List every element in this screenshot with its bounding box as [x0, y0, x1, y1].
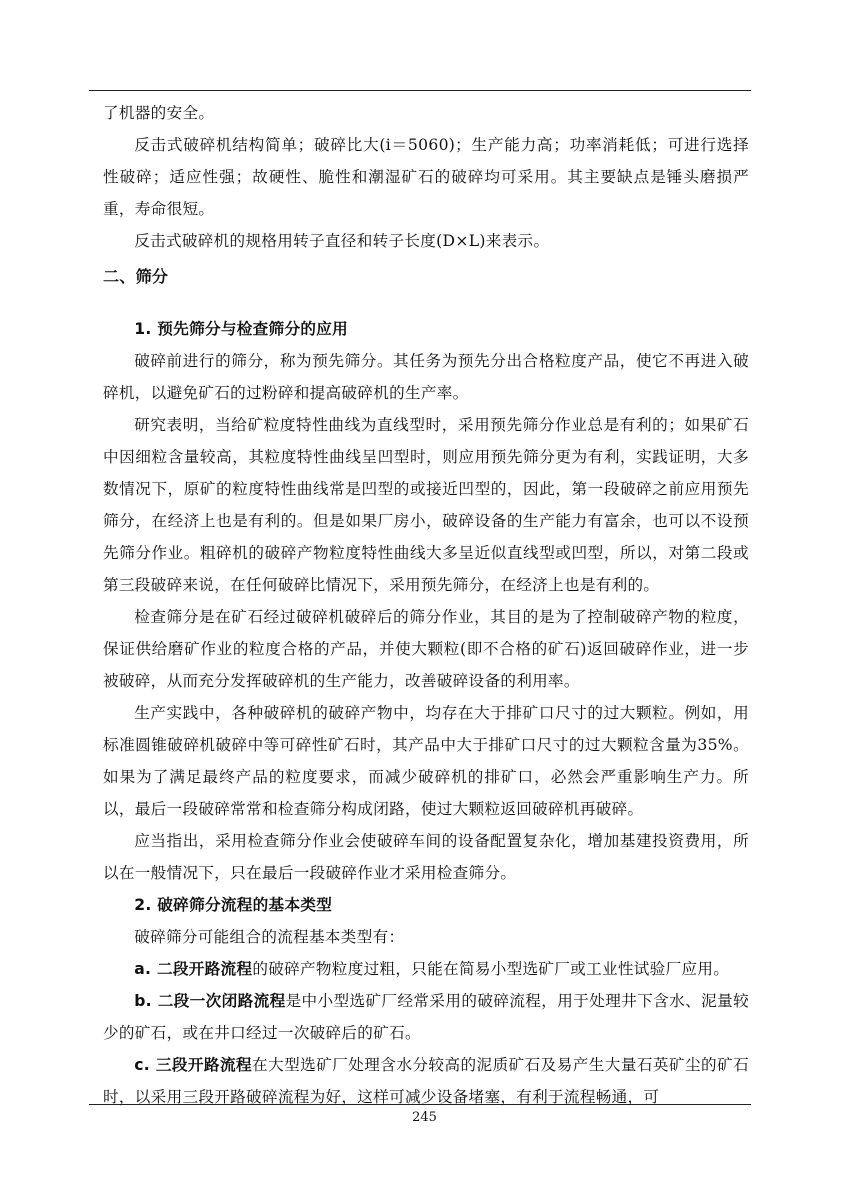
- paragraph: 了机器的安全。: [103, 104, 215, 122]
- list-item-label: c. 三段开路流程: [134, 1056, 253, 1074]
- subsection-heading: 1. 预先筛分与检查筛分的应用: [134, 320, 349, 338]
- paragraph: 检查筛分是在矿石经过破碎机破碎后的筛分作业，其目的是为了控制破碎产物的粒度，保证供给磨矿作业的粒度合格的产品，并使大颗粒(即不合格的矿石)返回破碎作业，进一步被破碎，从而充分发挥破碎机的生产能力，改善破碎设备的利用率。: [103, 608, 749, 690]
- paragraph: 破碎筛分可能组合的流程基本类型有：: [134, 928, 405, 946]
- header-rule: [89, 90, 751, 91]
- section-heading: 二、筛分: [103, 267, 169, 286]
- list-item-a: [103, 953, 749, 985]
- list-item-text: 的破碎产物粒度过粗，只能在简易小型选矿厂或工业性试验厂应用。: [252, 960, 730, 978]
- paragraph: 生产实践中，各种破碎机的破碎产物中，均存在大于排矿口尺寸的过大颗粒。例如，用标准圆锥破碎机破碎中等可碎性矿石时，其产品中大于排矿口尺寸的过大颗粒含量为35%。如果为了满足最终产品的粒度要求，而减少破碎机的排矿口，必然会严重影响生产力。所以，最后一段破碎常常和检查筛分构成闭路，使过大颗粒返回破碎机再破碎。: [103, 704, 749, 818]
- paragraph: 反击式破碎机结构简单；破碎比大(i＝5060)；生产能力高；功率消耗低；可进行选择性破碎；适应性强；故硬性、脆性和潮湿矿石的破碎均可采用。其主要缺点是锤头磨损严重，寿命很短。: [103, 136, 749, 218]
- list-item-text: 是中小型选矿厂经常采用的破碎流程，用于处理井下含水、泥量较少的矿石，或在井口经过一次破碎后的矿石。: [103, 992, 749, 1042]
- page-body: [103, 97, 749, 1113]
- list-item-label: a. 二段开路流程: [134, 960, 253, 978]
- page-number: 245: [412, 1110, 437, 1125]
- paragraph: 反击式破碎机的规格用转子直径和转子长度(D×L)来表示。: [134, 232, 550, 250]
- paragraph: 应当指出，采用检查筛分作业会使破碎车间的设备配置复杂化，增加基建投资费用，所以在一般情况下，只在最后一段破碎作业才采用检查筛分。: [103, 832, 749, 882]
- list-item-b: [103, 985, 749, 1049]
- paragraph: 破碎前进行的筛分，称为预先筛分。其任务为预先分出合格粒度产品，使它不再进入破碎机，以避免矿石的过粉碎和提高破碎机的生产率。: [103, 352, 749, 402]
- subsection-heading: 2. 破碎筛分流程的基本类型: [134, 896, 333, 914]
- paragraph: 研究表明，当给矿粒度特性曲线为直线型时，采用预先筛分作业总是有利的；如果矿石中因细粒含量较高，其粒度特性曲线呈凹型时，则应用预先筛分更为有利，实践证明，大多数情况下，原矿的粒度特性曲线常是凹型的或接近凹型的，因此，第一段破碎之前应用预先筛分，在经济上也是有利的。但是如果厂房小，破碎设备的生产能力有富余，也可以不设预先筛分作业。粗碎机的破碎产物粒度特性曲线大多呈近似直线型或凹型，所以，对第二段或第三段破碎来说，在任何破碎比情况下，采用预先筛分，在经济上也是有利的。: [103, 416, 749, 594]
- list-item-label: b. 二段一次闭路流程: [134, 992, 286, 1010]
- footer-rule: [89, 1104, 751, 1105]
- list-item-text: 在大型选矿厂处理含水分较高的泥质矿石及易产生大量石英矿尘的矿石时，以采用三段开路破碎流程为好，这样可减少设备堵塞，有利于流程畅通，可: [103, 1056, 749, 1106]
